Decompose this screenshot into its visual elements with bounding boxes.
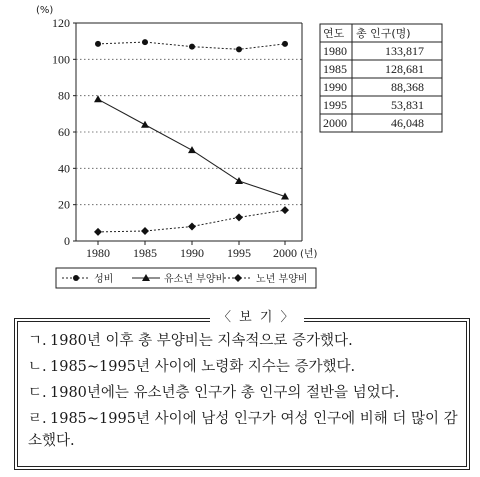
- data-point: [236, 46, 242, 52]
- bogi-mark: ㄹ.: [28, 411, 47, 427]
- legend-label: 유소년 부양비: [164, 274, 226, 285]
- data-point: [189, 44, 195, 50]
- bogi-text: 1980년에는 유소년층 인구가 총 인구의 절반을 넘었다.: [50, 385, 400, 401]
- legend-marker: [73, 275, 79, 281]
- bogi-item-2: [28, 356, 458, 378]
- table-year-cell: 2000: [323, 116, 347, 130]
- bogi-item-1: [28, 330, 458, 352]
- x-tick-label: 1995: [227, 246, 251, 260]
- bogi-mark: ㄴ.: [28, 359, 47, 375]
- x-tick-label: 1980: [86, 246, 110, 260]
- data-point: [188, 222, 196, 230]
- x-tick-label: 2000: [273, 246, 297, 260]
- x-axis-ticks: [86, 241, 297, 260]
- data-point: [142, 39, 148, 45]
- y-axis-ticks: [52, 16, 76, 248]
- table-year-cell: 1980: [323, 44, 347, 58]
- bogi-item-4: [28, 408, 458, 452]
- data-point: [94, 95, 102, 102]
- table-header-cell: 총 인구(명): [356, 27, 411, 40]
- y-tick-label: 80: [58, 88, 70, 103]
- y-tick-label: 0: [64, 234, 70, 248]
- table-year-cell: 1995: [323, 98, 347, 112]
- x-tick-label: 1990: [180, 246, 204, 260]
- data-point: [141, 121, 149, 128]
- table-year-cell: 1985: [323, 62, 347, 76]
- legend-label: 성비: [94, 274, 114, 285]
- table-year-cell: 1990: [323, 80, 347, 94]
- y-tick-label: 60: [58, 125, 70, 139]
- data-point: [281, 206, 289, 214]
- y-tick-label: 40: [58, 161, 70, 176]
- bogi-text: 1980년 이후 총 부양비는 지속적으로 증가했다.: [50, 333, 353, 349]
- legend: [56, 268, 316, 288]
- table-header-cell: 연도: [323, 27, 345, 40]
- y-tick-label: 100: [52, 52, 70, 67]
- table-value-cell: 133,817: [385, 44, 424, 58]
- data-point: [282, 41, 288, 47]
- bogi-text: 1985∼1995년 사이에 노령화 지수는 증가했다.: [50, 359, 356, 375]
- y-axis-unit: (%): [36, 5, 54, 16]
- table-value-cell: 88,368: [391, 80, 424, 94]
- data-point: [235, 213, 243, 221]
- bogi-title: 〈 보 기 〉: [210, 309, 304, 326]
- data-point: [141, 227, 149, 235]
- gridlines: [76, 59, 302, 204]
- x-axis-unit: (년): [300, 249, 318, 260]
- data-point: [235, 177, 243, 184]
- x-tick-label: 1985: [133, 246, 157, 260]
- data-point: [188, 146, 196, 153]
- y-tick-label: 120: [52, 16, 70, 30]
- table-value-cell: 46,048: [391, 116, 424, 130]
- series-lines: [94, 39, 289, 236]
- bogi-mark: ㄱ.: [28, 333, 47, 349]
- y-tick-label: 20: [58, 197, 70, 212]
- data-point: [94, 228, 102, 236]
- table-value-cell: 128,681: [385, 62, 424, 76]
- bogi-mark: ㄷ.: [28, 385, 47, 401]
- data-point: [95, 41, 101, 47]
- bogi-item-3: [28, 382, 458, 404]
- bogi-text: 1985∼1995년 사이에 남성 인구가 여성 인구에 비해 더 많이 감소했다.: [28, 411, 458, 449]
- legend-label: 노년 부양비: [256, 274, 308, 285]
- table-value-cell: 53,831: [391, 98, 424, 112]
- population-table: [320, 24, 442, 132]
- bogi-box: [14, 310, 470, 470]
